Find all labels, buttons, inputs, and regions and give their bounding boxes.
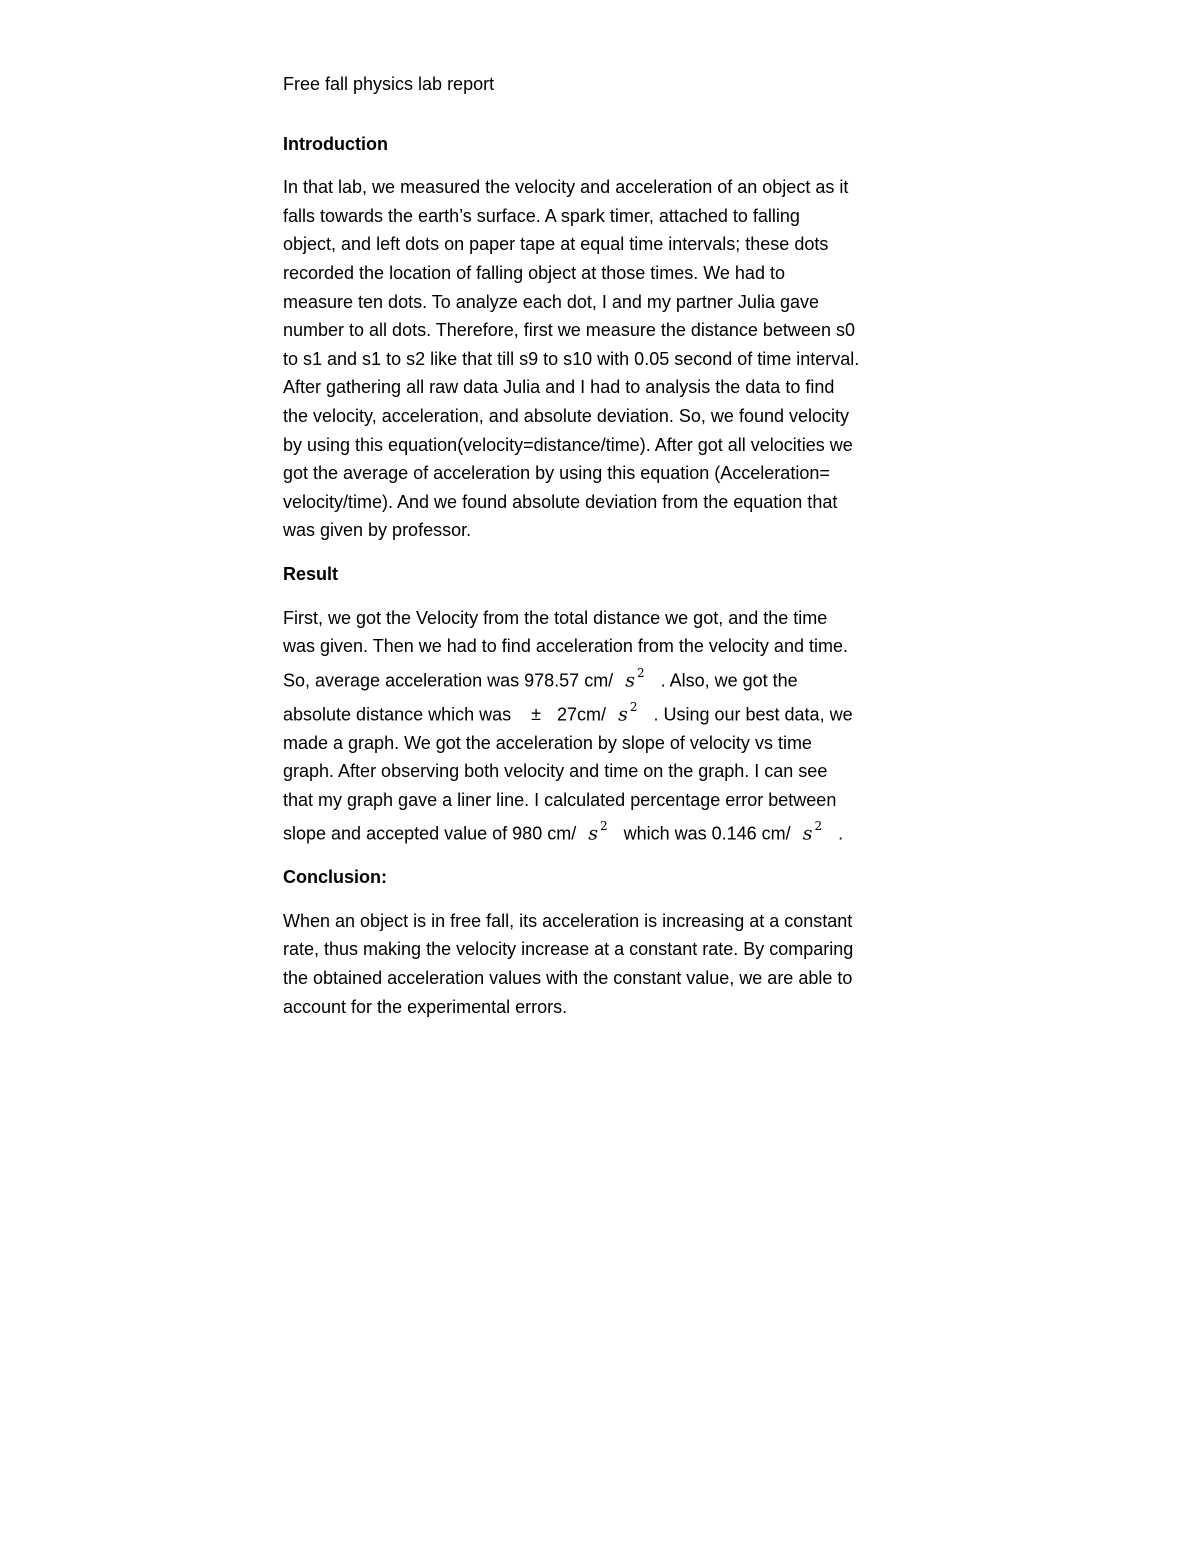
text-line: made a graph. We got the acceleration by slope of velocity vs time	[283, 732, 812, 753]
text-line: by using this equation(velocity=distance/time). After got all velocities we	[283, 434, 853, 455]
text-line: graph. After observing both velocity and time on the graph. I can see	[283, 761, 828, 782]
unit-s: s	[588, 822, 598, 845]
text-line: First, we got the Velocity from the total distance we got, and the time	[283, 607, 828, 628]
document-body	[283, 70, 933, 1036]
text-segment: . Also, we got the	[660, 670, 798, 691]
unit-s: s	[618, 702, 628, 725]
result-heading: Result	[283, 563, 339, 584]
text-line: to s1 and s1 to s2 like that till s9 to s10 with 0.05 second of time interval.	[283, 348, 860, 369]
text-line: account for the experimental errors.	[283, 996, 568, 1017]
text-line-with-unit	[283, 661, 933, 695]
text-line: In that lab, we measured the velocity and acceleration of an object as it	[283, 177, 849, 198]
text-line: was given by professor.	[283, 520, 472, 541]
introduction-paragraph	[283, 173, 933, 545]
text-line: that my graph gave a liner line. I calculated percentage error between	[283, 789, 837, 810]
text-line-with-unit	[283, 695, 933, 729]
text-segment: slope and accepted value of 980 cm/	[283, 823, 577, 844]
text-line: falls towards the earth’s surface. A spark timer, attached to falling	[283, 205, 800, 226]
unit-exponent: 2	[814, 819, 823, 834]
text-line: recorded the location of falling object at those times. We had to	[283, 262, 785, 283]
text-line: After gathering all raw data Julia and I had to analysis the data to find	[283, 377, 835, 398]
text-line: got the average of acceleration by using this equation (Acceleration=	[283, 463, 830, 484]
text-line: the obtained acceleration values with the constant value, we are able to	[283, 968, 853, 989]
text-segment: So, average acceleration was 978.57 cm/	[283, 670, 614, 691]
text-line: measure ten dots. To analyze each dot, I and my partner Julia gave	[283, 291, 819, 312]
unit-seconds-squared	[625, 661, 644, 695]
text-line: velocity/time). And we found absolute deviation from the equation that	[283, 491, 838, 512]
text-segment: . Using our best data, we	[653, 703, 853, 724]
text-segment: 27cm/	[557, 703, 607, 724]
conclusion-heading: Conclusion:	[283, 867, 387, 888]
text-segment: .	[838, 823, 844, 844]
plus-minus-symbol: ±	[531, 703, 542, 724]
text-line: number to all dots. Therefore, first we measure the distance between s0	[283, 320, 855, 341]
unit-exponent: 2	[629, 699, 638, 714]
text-line-with-unit	[283, 814, 933, 848]
text-line: was given. Then we had to find acceleration from the velocity and time.	[283, 636, 848, 657]
text-line: rate, thus making the velocity increase at a constant rate. By comparing	[283, 939, 854, 960]
conclusion-paragraph	[283, 907, 933, 1021]
introduction-heading: Introduction	[283, 133, 388, 154]
text-segment: which was 0.146 cm/	[623, 823, 791, 844]
text-segment: absolute distance which was	[283, 703, 512, 724]
unit-seconds-squared	[803, 814, 822, 848]
unit-exponent: 2	[636, 665, 645, 680]
unit-seconds-squared	[618, 695, 637, 729]
text-line: object, and left dots on paper tape at equal time intervals; these dots	[283, 234, 829, 255]
unit-s: s	[802, 822, 813, 845]
unit-exponent: 2	[599, 819, 608, 834]
result-paragraph	[283, 604, 933, 849]
unit-seconds-squared	[588, 814, 607, 848]
unit-s: s	[625, 669, 635, 692]
text-line: When an object is in free fall, its acceleration is increasing at a constant	[283, 910, 853, 931]
text-line: the velocity, acceleration, and absolute deviation. So, we found velocity	[283, 405, 850, 426]
document-title: Free fall physics lab report	[283, 74, 495, 94]
